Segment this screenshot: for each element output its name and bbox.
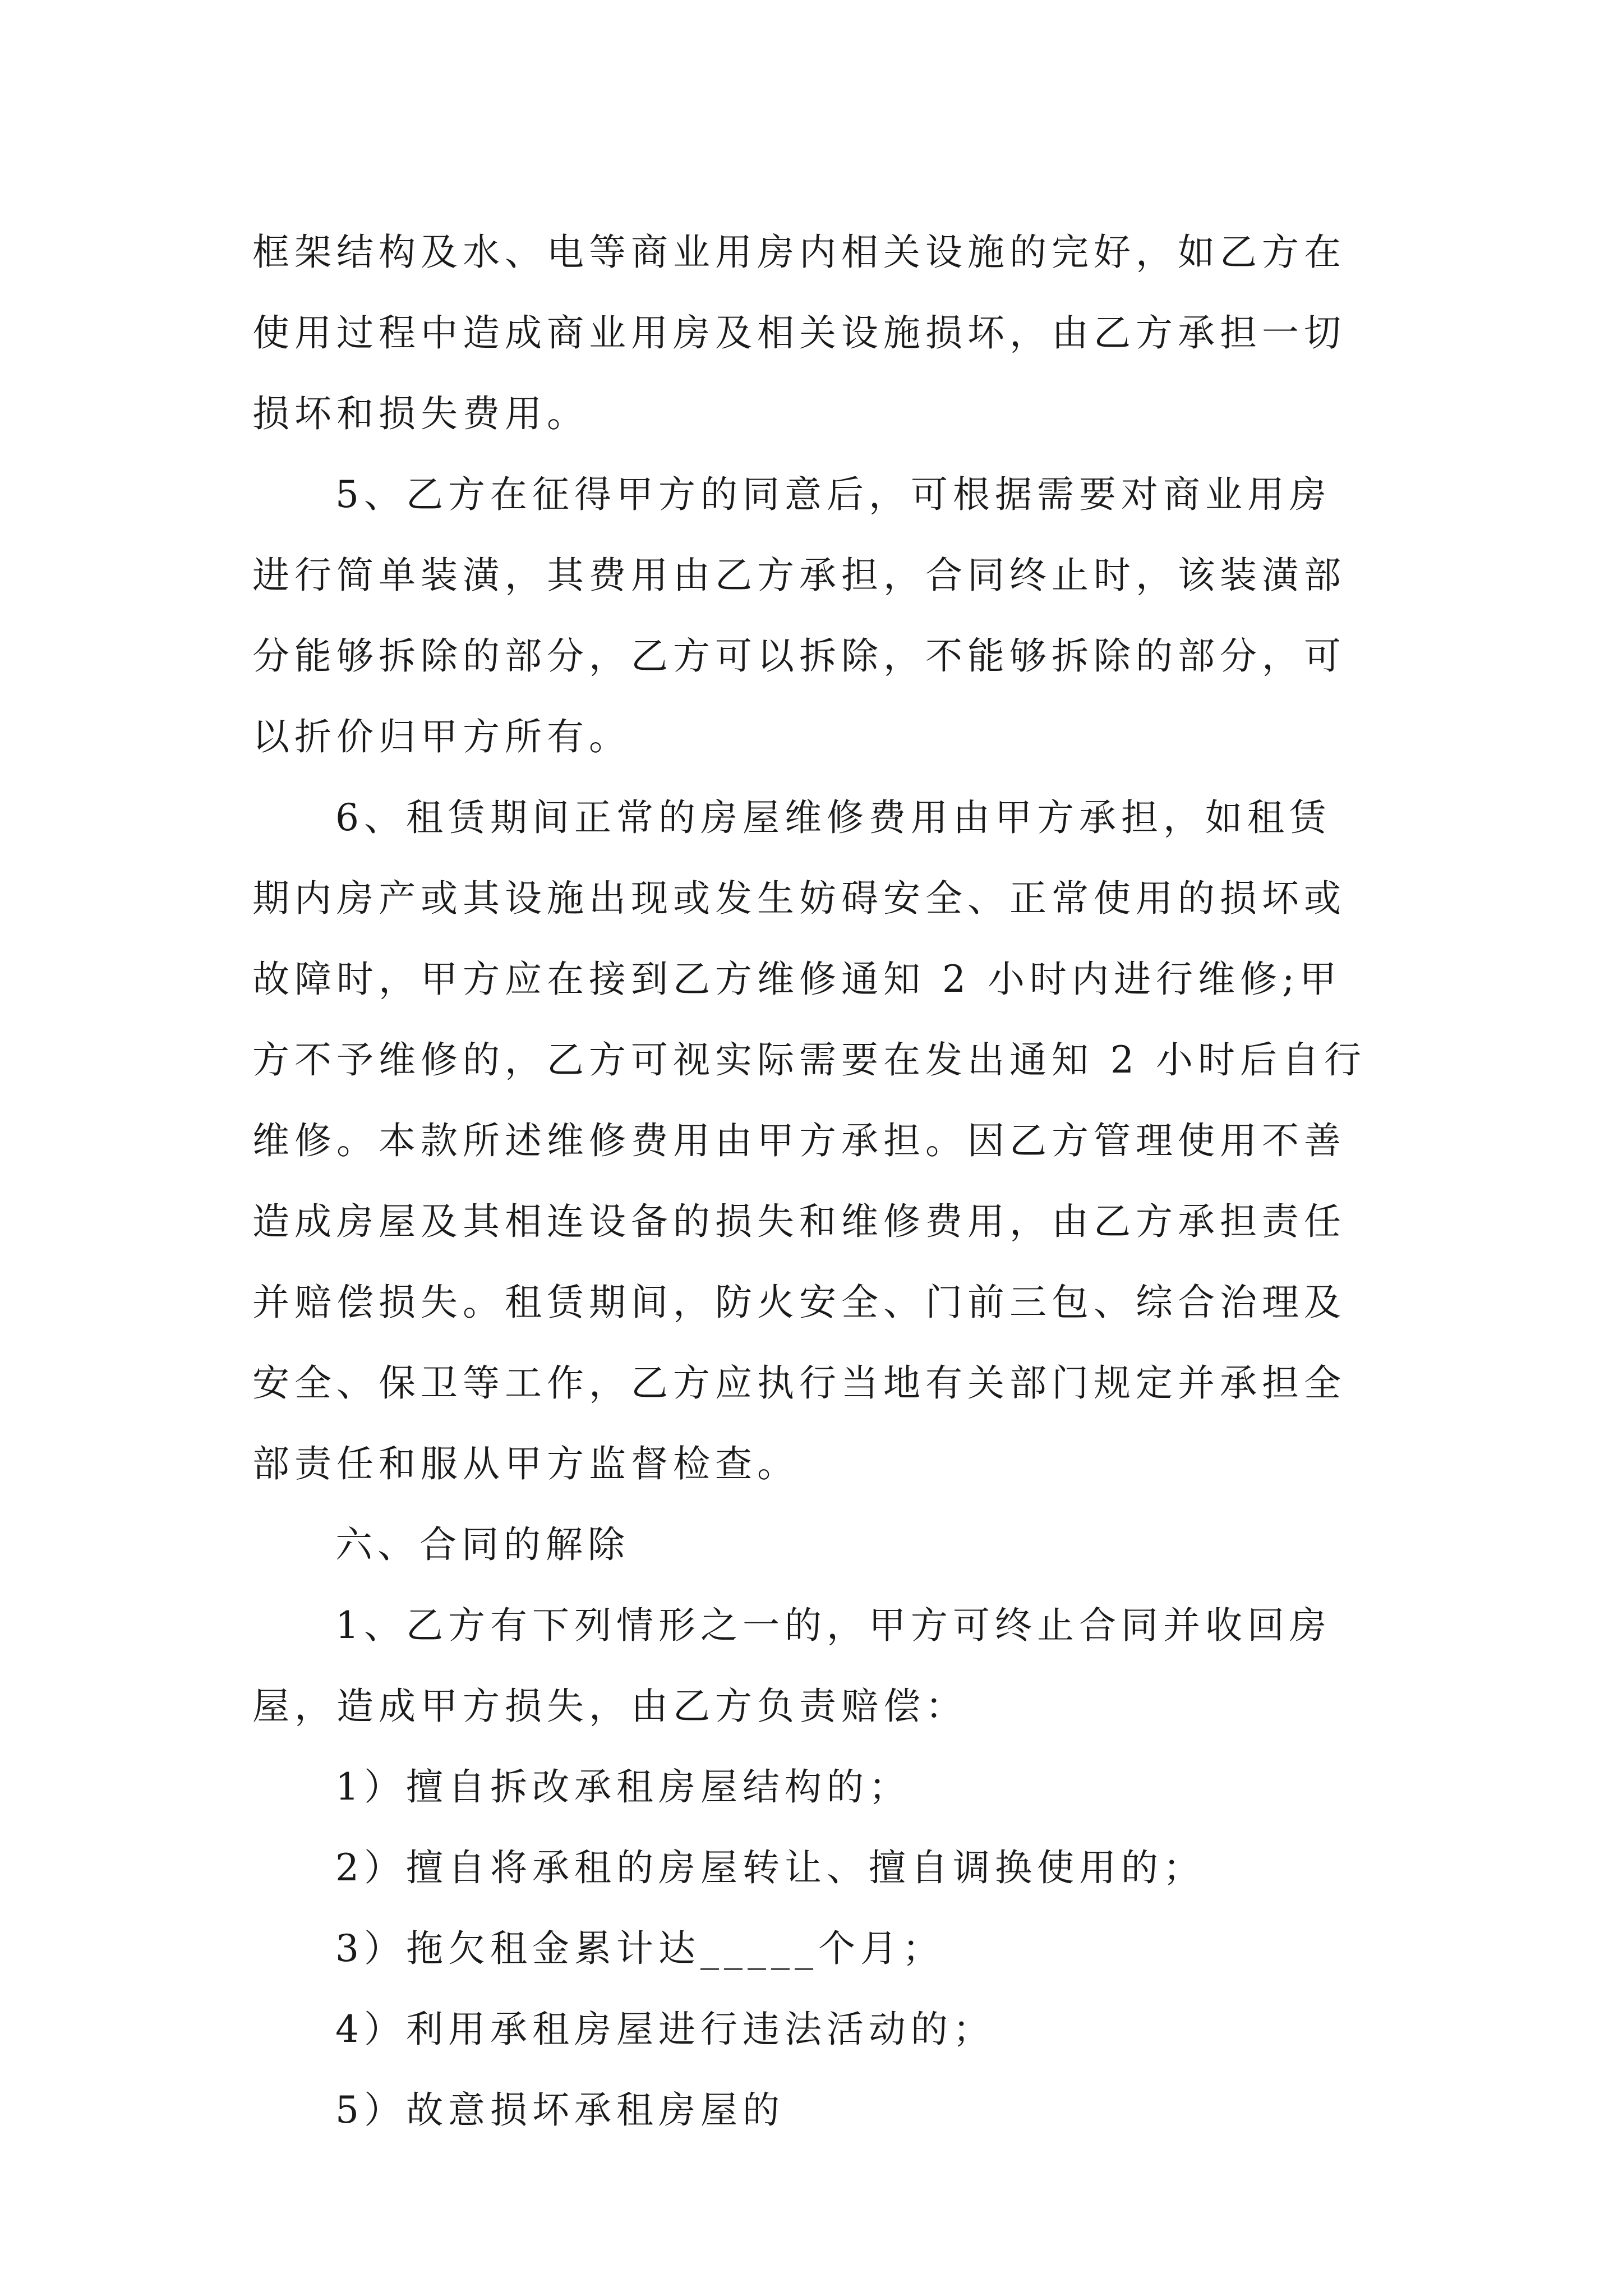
list-item-1: 1）擅自拆改承租房屋结构的； <box>335 1765 911 1809</box>
contract-body-text <box>252 212 1396 2151</box>
text-line: 方不予维修的，乙方可视实际需要在发出通知 2 小时后自行 <box>252 1038 1366 1082</box>
text-line: 部责任和服从甲方监督检查。 <box>252 1442 799 1485</box>
clause-6-first-line: 6、租赁期间正常的房屋维修费用由甲方承担，如租赁 <box>335 796 1331 839</box>
text-line: 损坏和损失费用。 <box>252 392 589 435</box>
text-line: 进行简单装潢，其费用由乙方承担，合同终止时，该装潢部 <box>252 554 1346 597</box>
list-item-2: 2）擅自将承租的房屋转让、擅自调换使用的； <box>335 1846 1205 1889</box>
text-line: 故障时，甲方应在接到乙方维修通知 2 小时内进行维修;甲 <box>252 958 1342 1001</box>
text-line: 期内房产或其设施出现或发生妨碍安全、正常使用的损坏或 <box>252 877 1346 920</box>
termination-clause-1-first-line: 1、乙方有下列情形之一的，甲方可终止合同并收回房 <box>335 1604 1331 1647</box>
clause-5-first-line: 5、乙方在征得甲方的同意后，可根据需要对商业用房 <box>335 473 1331 516</box>
list-item-5: 5）故意损坏承租房屋的 <box>335 2088 785 2132</box>
text-line: 以折价归甲方所有。 <box>252 715 631 758</box>
text-line: 维修。本款所述维修费用由甲方承担。因乙方管理使用不善 <box>252 1119 1346 1162</box>
list-item-3: 3）拖欠租金累计达_____个月； <box>335 1927 944 1970</box>
section-heading-contract-termination: 六、合同的解除 <box>335 1523 630 1566</box>
text-line: 使用过程中造成商业用房及相关设施损坏，由乙方承担一切 <box>252 311 1346 355</box>
list-item-4: 4）利用承租房屋进行违法活动的； <box>335 2008 995 2051</box>
text-line: 造成房屋及其相连设备的损失和维修费用，由乙方承担责任 <box>252 1200 1346 1243</box>
text-line: 并赔偿损失。租赁期间，防火安全、门前三包、综合治理及 <box>252 1281 1346 1324</box>
text-line: 分能够拆除的部分，乙方可以拆除，不能够拆除的部分，可 <box>252 634 1346 678</box>
text-line: 框架结构及水、电等商业用房内相关设施的完好，如乙方在 <box>252 231 1346 274</box>
text-line: 屋，造成甲方损失，由乙方负责赔偿： <box>252 1685 967 1728</box>
text-line: 安全、保卫等工作，乙方应执行当地有关部门规定并承担全 <box>252 1361 1346 1405</box>
